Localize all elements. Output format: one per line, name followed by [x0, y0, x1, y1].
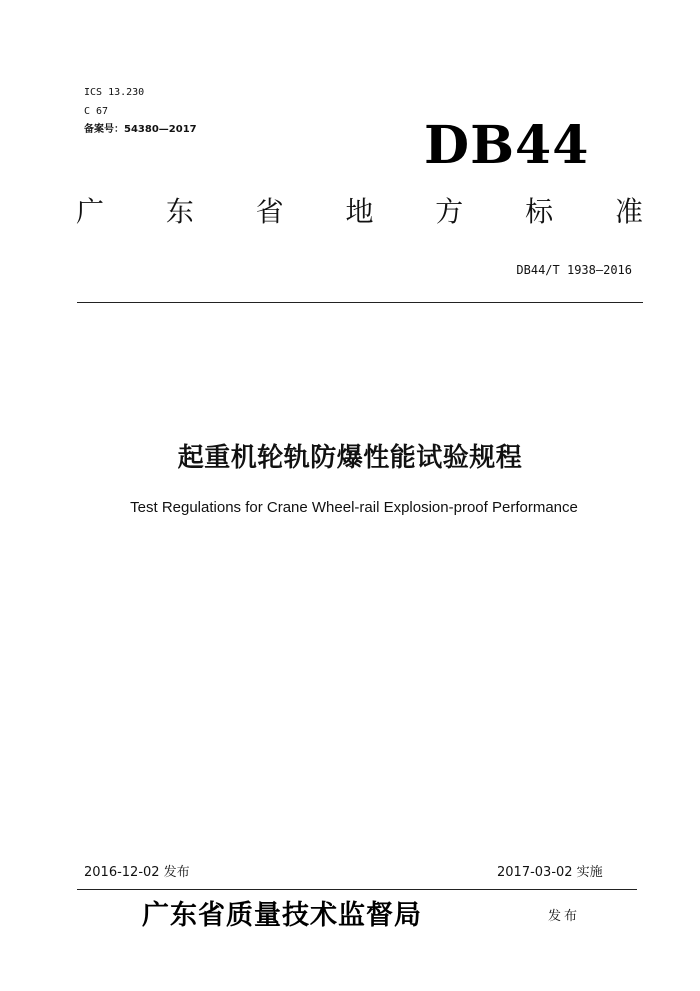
issuing-action: 发布	[548, 909, 581, 924]
standard-type-heading	[72, 192, 647, 232]
standard-type-char: 地	[345, 195, 374, 228]
title-english: Test Regulations for Crane Wheel-rail Explosion-proof Performance	[130, 499, 578, 516]
top-divider	[77, 302, 643, 303]
standard-mark: DB44	[424, 115, 590, 176]
ics-code: ICS 13.230	[84, 87, 145, 98]
standard-type-char: 标	[525, 195, 554, 228]
standard-type-char: 东	[165, 195, 194, 228]
standard-type-char: 准	[614, 195, 643, 228]
bottom-divider	[77, 889, 637, 890]
standard-type-char: 方	[435, 195, 464, 228]
standard-type-char: 广	[75, 195, 104, 228]
implementation-date: 2017-03-02 实施	[497, 865, 603, 880]
issue-date: 2016-12-02 发布	[84, 865, 190, 880]
standard-type-char: 省	[255, 195, 284, 228]
record-number: 备案号：54380—2017	[84, 124, 197, 135]
title-chinese: 起重机轮轨防爆性能试验规程	[177, 443, 523, 473]
ccs-code: C 67	[84, 106, 109, 117]
standard-number: DB44/T 1938—2016	[516, 263, 632, 277]
issuing-authority: 广东省质量技术监督局	[142, 900, 422, 931]
